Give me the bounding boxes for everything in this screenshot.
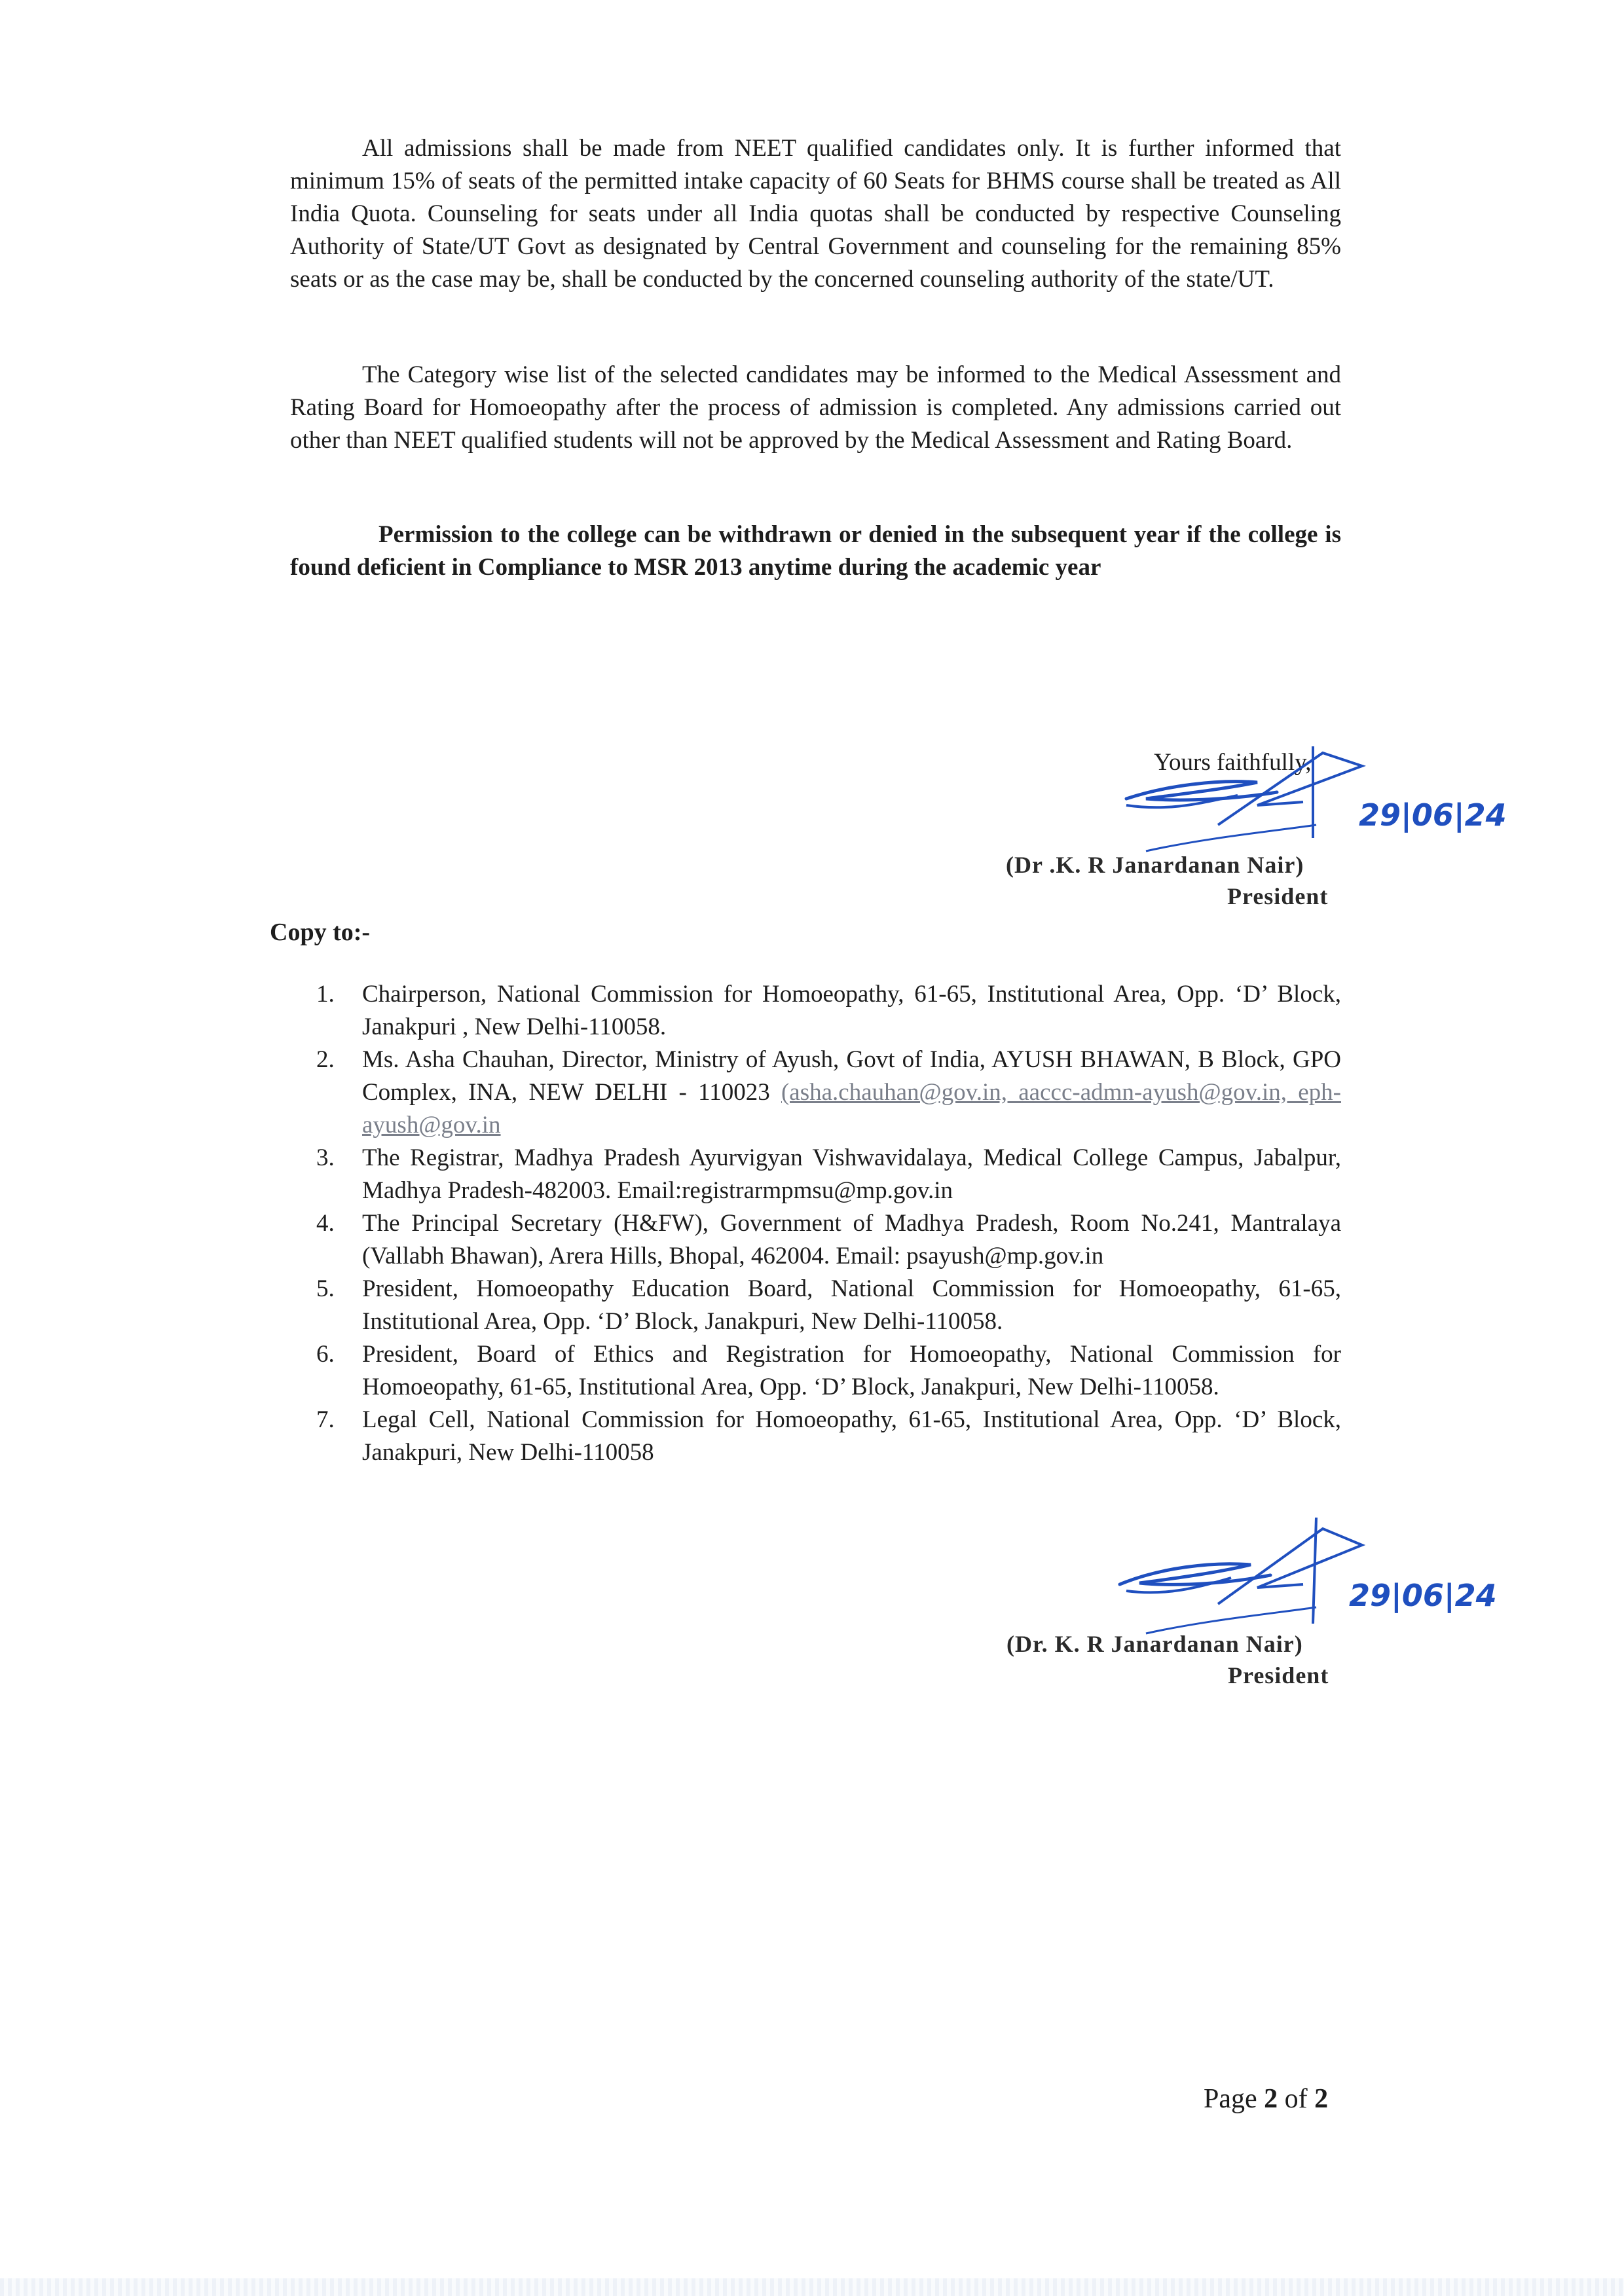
scan-edge-strip [0,2278,1624,2296]
list-item-number: 2. [316,1046,335,1073]
page-number [1204,2083,1328,2115]
signature-2-handwritten [1100,1512,1388,1637]
signatory-title: President [1228,1662,1329,1688]
signature-2-date: 29|06|24 [1349,1578,1497,1613]
list-item [316,978,1341,1044]
signature-1-date: 29|06|24 [1359,797,1507,833]
copy-to-list [316,978,1341,1469]
list-item [316,1404,1341,1469]
list-item-text: The Registrar, Madhya Pradesh Ayurvigyan Vishwavidalaya, Medical College Campus, Jabalpur, Madhya Pradesh-482003. Email:registrarmpmsu@mp.gov.in [362,1144,1341,1204]
list-item-number: 4. [316,1210,335,1237]
list-item-number: 5. [316,1275,335,1302]
signature-1-handwritten [1107,740,1395,854]
list-item-text: President, Board of Ethics and Registration for Homoeopathy, National Commission for Homoeopathy, 61-65, Institutional Area, Opp. ‘D’ Block, Janakpuri, New Delhi-110058. [362,1341,1341,1400]
closing-text: Yours faithfully, [1154,749,1312,776]
signatory-name: (Dr. K. R Janardanan Nair) [1006,1631,1303,1657]
page-of: of [1278,2084,1315,2114]
permission-warning-paragraph: Permission to the college can be withdrawn or denied in the subsequent year if the college is found deficient in Compliance to MSR 2013 anytime during the academic year [290,521,1341,581]
list-item-text: Chairperson, National Commission for Homoeopathy, 61-65, Institutional Area, Opp. ‘D’ Block, Janakpuri , New Delhi-110058. [362,981,1341,1040]
email-links[interactable]: (asha.chauhan@gov.in, aaccc-admn-ayush@gov.in, eph-ayush@gov.in [362,1079,1341,1139]
list-item-number: 1. [316,981,335,1008]
list-item-text: The Principal Secretary (H&FW), Government of Madhya Pradesh, Room No.241, Mantralaya (Vallabh Bhawan), Arera Hills, Bhopal, 462004. Email: psayush@mp.gov.in [362,1210,1341,1269]
list-item-number: 3. [316,1144,335,1171]
list-item-text: President, Homoeopathy Education Board, National Commission for Homoeopathy, 61-65, Institutional Area, Opp. ‘D’ Block, Janakpuri, New Delhi-110058. [362,1275,1341,1335]
admission-paragraph: All admissions shall be made from NEET qualified candidates only. It is further informed that minimum 15% of seats of the permitted intake capacity of 60 Seats for BHMS course shall be treated as All India Quota. Counseling for seats under all India quotas shall be conducted by respective Counseling Authority of State/UT Govt as designated by Central Government and counseling for the remaining 85% seats or as the case may be, shall be conducted by the concerned counseling authority of the state/UT. [290,135,1341,293]
list-item-number: 6. [316,1341,335,1368]
list-item [316,1044,1341,1142]
page-current: 2 [1264,2084,1278,2114]
page-prefix: Page [1204,2084,1264,2114]
list-item [316,1142,1341,1207]
list-item [316,1273,1341,1338]
list-item [316,1207,1341,1273]
category-list-paragraph: The Category wise list of the selected candidates may be informed to the Medical Assessment and Rating Board for Homoeopathy after the process of admission is completed. Any admissions carried out other than NEET qualified students will not be approved by the Medical Assessment and Rating Board. [290,361,1341,454]
list-item-text: Ms. Asha Chauhan, Director, Ministry of Ayush, Govt of India, AYUSH BHAWAN, B Block, GPO Complex, INA, NEW DELHI - 110023 [362,1046,1341,1106]
list-item-number: 7. [316,1406,335,1433]
copy-to-heading: Copy to:- [270,919,371,946]
page-total: 2 [1314,2084,1329,2114]
list-item-text: Legal Cell, National Commission for Homoeopathy, 61-65, Institutional Area, Opp. ‘D’ Block, Janakpuri, New Delhi-110058 [362,1406,1341,1466]
list-item [316,1338,1341,1404]
signatory-name: (Dr .K. R Janardanan Nair) [1006,852,1304,878]
signatory-title: President [1227,883,1329,909]
